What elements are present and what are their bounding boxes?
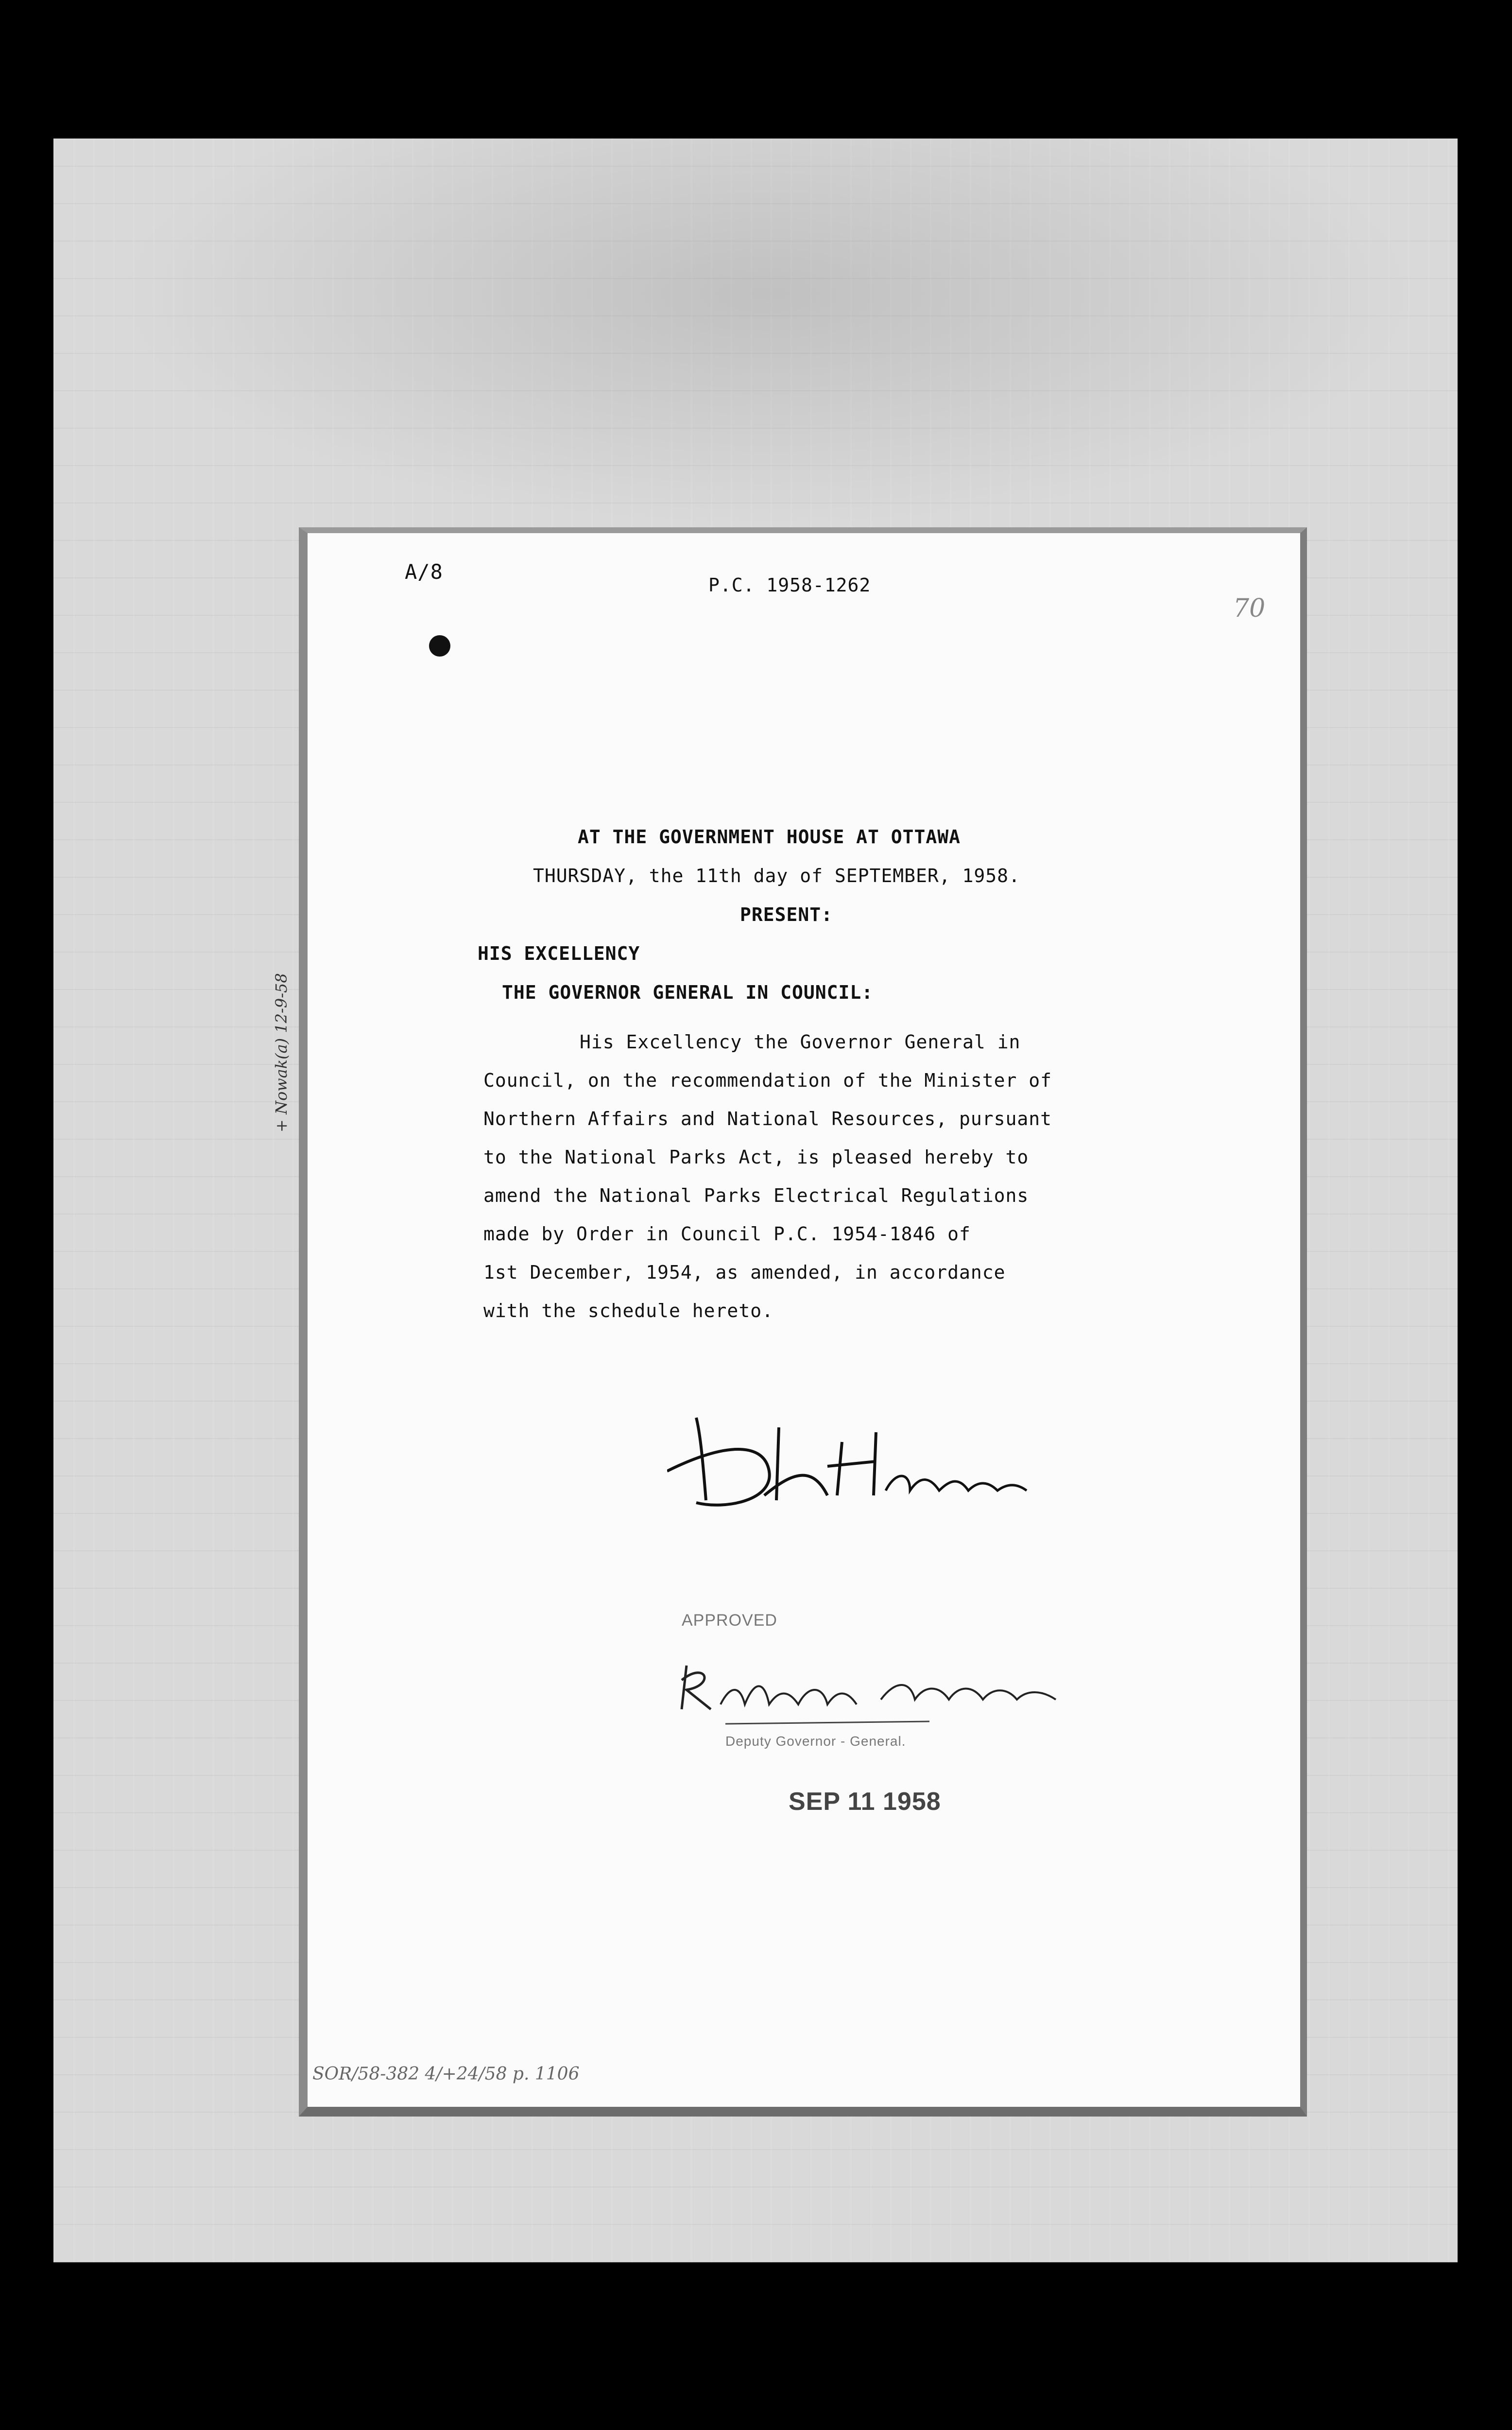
body-line: 1st December, 1954, as amended, in accordance (483, 1262, 1006, 1283)
council-line: THE GOVERNOR GENERAL IN COUNCIL: (502, 982, 874, 1003)
margin-annotation: + Nowak(a) 12-9-58 (272, 973, 291, 1132)
heading-line-1: AT THE GOVERNMENT HOUSE AT OTTAWA (578, 826, 961, 848)
heading-line-2: THURSDAY, the 11th day of SEPTEMBER, 1958. (533, 865, 1020, 886)
body-line: to the National Parks Act, is pleased hereby to (483, 1146, 1029, 1168)
present-label: PRESENT: (740, 904, 833, 925)
body-line: with the schedule hereto. (483, 1300, 773, 1321)
deputy-governor-label: Deputy Governor - General. (725, 1734, 906, 1749)
file-reference: A/8 (405, 560, 443, 584)
date-stamp: SEP 11 1958 (789, 1788, 941, 1816)
footer-annotation: SOR/58-382 4/+24/58 p. 1106 (312, 2064, 580, 2084)
body-line: amend the National Parks Electrical Regulations (483, 1185, 1029, 1206)
body-line: His Excellency the Governor General in (580, 1031, 1021, 1053)
body-line: Northern Affairs and National Resources, pursuant (483, 1108, 1052, 1129)
punch-hole (429, 635, 450, 657)
clerk-signature (667, 1398, 1036, 1525)
order-number: P.C. 1958-1262 (708, 574, 871, 596)
excellency-line: HIS EXCELLENCY (478, 943, 640, 964)
backing-smudge (112, 139, 1424, 527)
order-in-council-page (299, 527, 1307, 2117)
body-line: Council, on the recommendation of the Minister of (483, 1070, 1052, 1091)
body-line: made by Order in Council P.C. 1954-1846 of (483, 1223, 971, 1245)
page-number: 70 (1233, 594, 1266, 623)
deputy-signature (677, 1651, 1075, 1734)
approved-stamp: APPROVED (682, 1611, 777, 1630)
